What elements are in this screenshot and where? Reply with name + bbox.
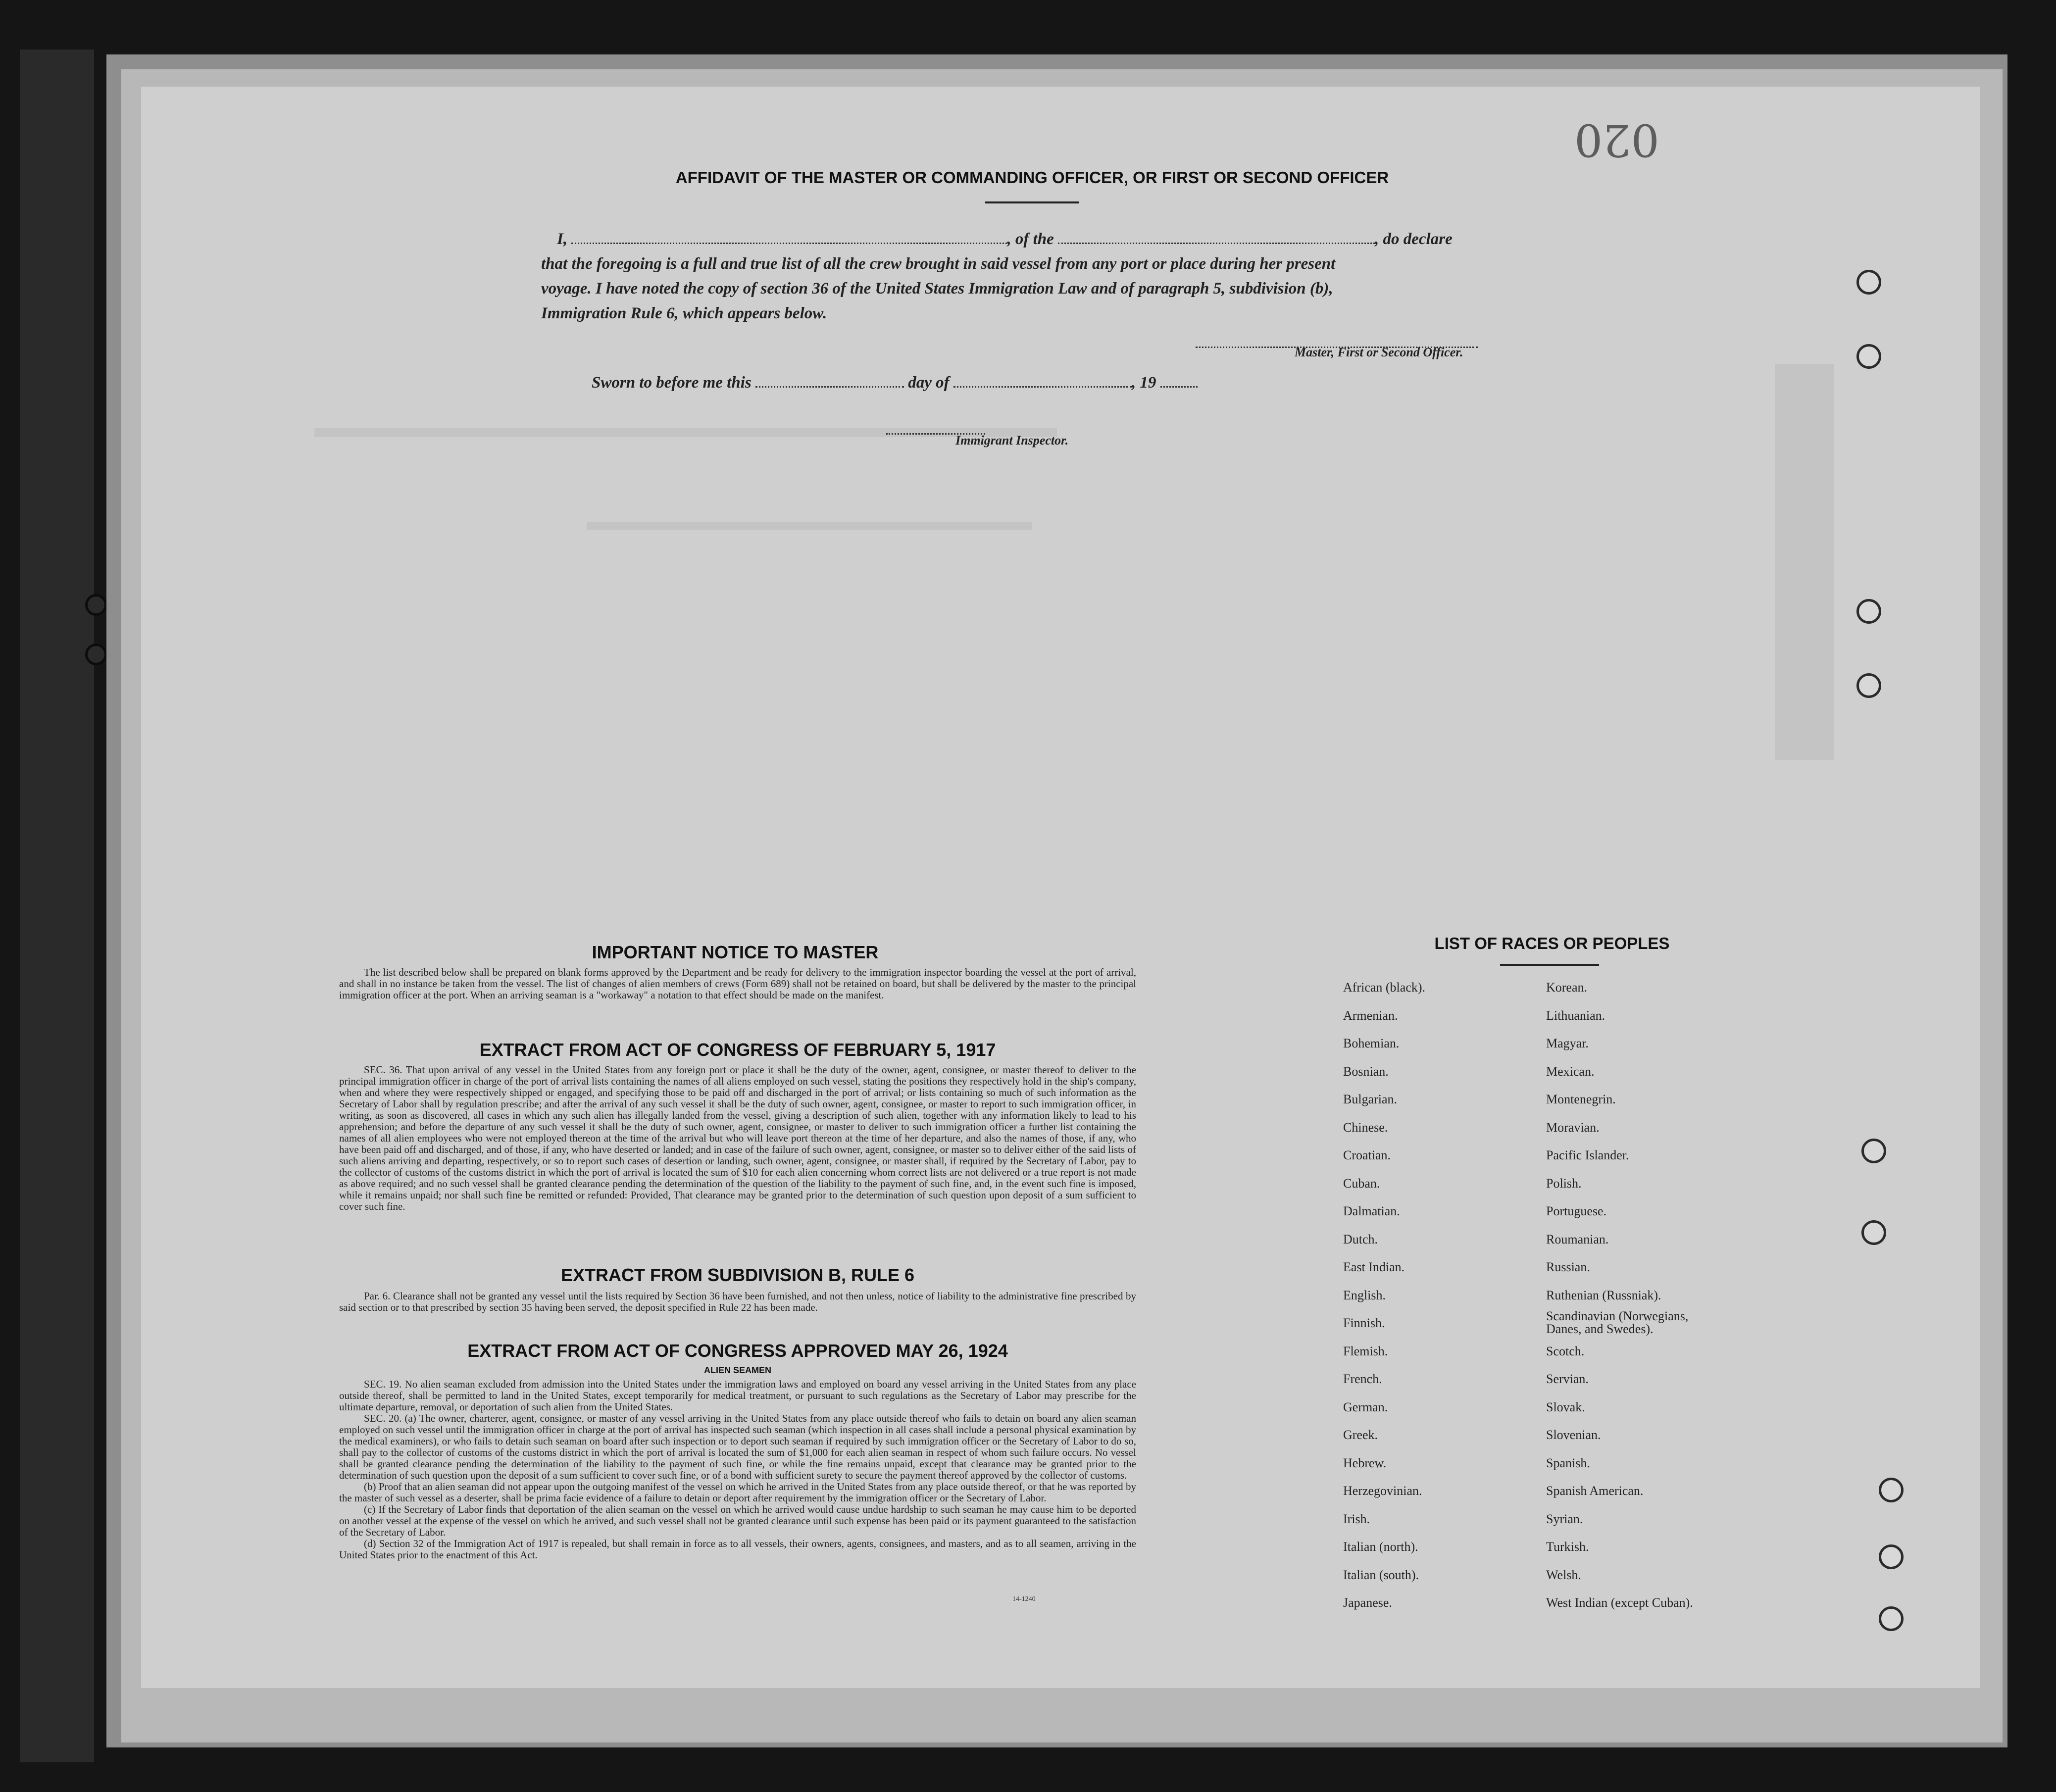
- race-item: Servian.: [1546, 1372, 1589, 1386]
- race-item: Syrian.: [1546, 1511, 1583, 1526]
- binder-strip: [20, 50, 94, 1762]
- race-item: Ruthenian (Russniak).: [1546, 1288, 1661, 1302]
- affidavit-title: AFFIDAVIT OF THE MASTER OR COMMANDING OFFICER, OR FIRST OR SECOND OFFICER: [675, 168, 1389, 187]
- race-item: Japanese.: [1343, 1595, 1392, 1610]
- race-item: Montenegrin.: [1546, 1092, 1616, 1106]
- race-item: Dutch.: [1343, 1232, 1378, 1246]
- affidavit-of: , of the: [1007, 230, 1054, 248]
- sworn-day-label: day of: [908, 374, 950, 392]
- binder-ring: [1879, 1544, 1904, 1569]
- section-36-text: SEC. 36. That upon arrival of any vessel in the United States from any foreign port or place it shall be the duty of the owner, agent, consignee, or master thereof to deliver to the principal immigration officer in charge of the port of arrival lists containing the names of all aliens employed on such vessel, stating the positions they respectively hold in the ship's company, when and where they were respectively shipped or engaged, and specifying those to be paid off and discharged in the port of arrival; or lists containing so much of such information as the Secretary of Labor shall by regulation prescribe; and after the arrival of any such vessel it shall be the duty of such owner, agent, consignee, or master to report to such immigration officer, in writing, as soon as discovered, all cases in which any such alien has illegally landed from the vessel, giving a description of such alien, together with any information likely to lead to his apprehension; and before the departure of any such vessel it shall be the duty of such owner, agent, consignee, or master to deliver to such immigration officer a further list containing the names of all alien employees who were not employed thereon at the time of the arrival but who will leave port thereon at the time of her departure, and also the names of those, if any, who have been paid off and discharged, and of those, if any, who have deserted or landed; and in case of the failure of such owner, agent, consignee, or master so to deliver either of the said lists of such aliens arriving and departing, respectively, or so to report such cases of desertion or landing, such owner, agent, consignee, or master shall, if required by the Secretary of Labor, pay to the collector of customs of the customs district in which the port of arrival is located the sum of $10 for each alien concerning whom correct lists are not delivered or a true report is not made as above required; and no such vessel shall be granted clearance pending the determination of the question of the liability to the payment of such fine, and, in the event such fine is imposed, while it remains unpaid; nor shall such fine be remitted or refunded: Provided, That clearance may be granted prior to the determination of such question upon deposit of a sum sufficient to cover such fine.: [339, 1064, 1136, 1212]
- binder-ring: [1879, 1478, 1904, 1502]
- race-item: German.: [1343, 1399, 1388, 1414]
- race-item: Bohemian.: [1343, 1036, 1400, 1050]
- binder-ring: [1861, 1220, 1886, 1245]
- race-item: West Indian (except Cuban).: [1546, 1595, 1693, 1610]
- sworn-line: [592, 374, 1334, 392]
- race-item: Flemish.: [1343, 1344, 1388, 1358]
- affidavit-declare: , do declare: [1375, 230, 1453, 248]
- race-item: Lithuanian.: [1546, 1008, 1605, 1023]
- race-item: English.: [1343, 1288, 1386, 1302]
- section-20b-text: (b) Proof that an alien seaman did not appear upon the outgoing manifest of the vessel on which he arrived in the United States from any place outside thereof, or that he was reported by the master of such vessel as a deserter, shall be prima facie evidence of a failure to detain or deport after requirement by the immigration officer or the Secretary of Labor.: [339, 1481, 1136, 1504]
- extract-1917-body: [339, 1064, 1136, 1212]
- name-field[interactable]: [571, 243, 1007, 244]
- races-title-rule: [1500, 964, 1599, 966]
- sworn-day-field[interactable]: [755, 386, 904, 388]
- section-20d-text: (d) Section 32 of the Immigration Act of 1917 is repealed, but shall remain in force as to all vessels, their owners, agents, consignees, and masters, and as to all seamen, arriving in the United States prior to the enactment of this Act.: [339, 1538, 1136, 1561]
- handwritten-page-number: 020: [1574, 114, 1659, 166]
- notice-paragraph: The list described below shall be prepared on blank forms approved by the Department and be ready for delivery to the immigration inspector boarding the vessel at the port of arrival, and shall in no instance be taken from the vessel. The list of changes of alien members of crews (Form 689) shall not be retained on board, but shall be delivered by the master to the principal immigration officer at the port. When an arriving seaman is a "workaway" a notation to that effect should be made on the manifest.: [339, 966, 1136, 1001]
- race-item: Chinese.: [1343, 1120, 1388, 1135]
- extract-rule-6-body: [339, 1291, 1136, 1313]
- race-item: Magyar.: [1546, 1036, 1589, 1050]
- race-item: Turkish.: [1546, 1540, 1589, 1554]
- race-item: Spanish American.: [1546, 1484, 1644, 1498]
- section-20a-text: SEC. 20. (a) The owner, charterer, agent, consignee, or master of any vessel arriving in the United States from any place outside thereof who fails to detain on board any alien seaman employed on such vessel until the immigration officer in charge at the port of arrival has inspected such seaman (which inspection in all cases shall include a personal physical examination by the medical examiners), or who fails to detain such seaman on board after such inspection or to deport such seaman if required by such immigration officer or the Secretary of Labor to do so, shall pay to the collector of customs of the customs district in which the port of arrival is located the sum of $1,000 for each alien seaman in respect of whom such failure occurs. No vessel shall be granted clearance pending the determination of the liability to the payment of such fine, or while the fine remains unpaid, except that clearance may be granted prior to the determination of such question upon the deposit of a sum sufficient to cover such fine, or of a bond with sufficient surety to secure the payment thereof approved by the collector of customs.: [339, 1412, 1136, 1481]
- sworn-year-label: , 19: [1131, 374, 1156, 392]
- binder-ring: [1856, 599, 1881, 624]
- race-item: East Indian.: [1343, 1260, 1405, 1274]
- sworn-year-field[interactable]: [1160, 386, 1198, 388]
- race-item: Croatian.: [1343, 1148, 1391, 1162]
- race-item: Armenian.: [1343, 1008, 1398, 1023]
- race-item: Hebrew.: [1343, 1455, 1387, 1470]
- race-item: Dalmatian.: [1343, 1204, 1400, 1218]
- race-item: Cuban.: [1343, 1176, 1380, 1191]
- race-item: Korean.: [1546, 980, 1588, 995]
- race-item: Welsh.: [1546, 1567, 1581, 1582]
- sworn-prefix: Sworn to before me this: [592, 374, 752, 392]
- race-item: Italian (south).: [1343, 1567, 1419, 1582]
- form-number: 14-1240: [1012, 1595, 1036, 1603]
- race-item: Finnish.: [1343, 1316, 1385, 1330]
- race-item: Greek.: [1343, 1428, 1378, 1442]
- paragraph-6-text: Par. 6. Clearance shall not be granted any vessel until the lists required by Section 36 have been furnished, and not then unless, notice of liability to the administrative fine prescribed by said section or to that prescribed by section 35 having been served, the deposit specified in Rule 22 has been made.: [339, 1290, 1136, 1313]
- affidavit-line-1: [557, 230, 1646, 249]
- extract-rule-6-title: EXTRACT FROM SUBDIVISION B, RULE 6: [560, 1265, 915, 1285]
- race-item: Slovak.: [1546, 1399, 1585, 1414]
- race-item: Italian (north).: [1343, 1540, 1418, 1554]
- race-item: Russian.: [1546, 1260, 1590, 1274]
- vessel-field[interactable]: [1058, 243, 1375, 244]
- race-item: African (black).: [1343, 980, 1426, 995]
- binder-hole: [85, 594, 107, 616]
- race-item: Herzegovinian.: [1343, 1484, 1422, 1498]
- affidavit-i: I,: [557, 230, 568, 248]
- binder-ring: [1879, 1606, 1904, 1631]
- master-signature-caption: Master, First or Second Officer.: [1295, 345, 1463, 359]
- race-item: Polish.: [1546, 1176, 1582, 1191]
- bleed-through: [587, 522, 1032, 530]
- race-item: French.: [1343, 1372, 1382, 1386]
- binder-ring: [1856, 270, 1881, 295]
- race-item: Bosnian.: [1343, 1064, 1389, 1079]
- notice-body: [339, 967, 1136, 1001]
- binder-ring: [1861, 1139, 1886, 1163]
- extract-1924-body: [339, 1379, 1136, 1561]
- binder-ring: [1856, 344, 1881, 369]
- binder-ring: [1856, 673, 1881, 698]
- sworn-month-field[interactable]: [953, 386, 1132, 388]
- bleed-through: [1775, 364, 1834, 760]
- race-item: Irish.: [1343, 1511, 1370, 1526]
- inspector-caption: Immigrant Inspector.: [955, 433, 1069, 448]
- race-item: Portuguese.: [1546, 1204, 1607, 1218]
- section-19-text: SEC. 19. No alien seaman excluded from admission into the United States under the immigration laws and employed on board any vessel arriving in the United States from any place outside thereof, shall be permitted to land in the United States, except temporarily for medical treatment, or pursuant to such regulations as the Secretary of Labor may prescribe for the ultimate departure, removal, or deportation of such alien from the United States.: [339, 1378, 1136, 1413]
- race-item: Scandinavian (Norwegians, Danes, and Swedes).: [1546, 1309, 1689, 1336]
- affidavit-line-3: voyage. I have noted the copy of section 36 of the United States Immigration Law and of paragraph 5, subdivision (b),: [541, 280, 1333, 298]
- race-item: Pacific Islander.: [1546, 1148, 1629, 1162]
- affidavit-line-2: that the foregoing is a full and true list of all the crew brought in said vessel from any port or place during her present: [541, 255, 1336, 273]
- extract-1924-subtitle: ALIEN SEAMEN: [703, 1365, 771, 1375]
- document-page: [141, 87, 1980, 1688]
- section-20c-text: (c) If the Secretary of Labor finds that deportation of the alien seaman on the vessel on which he arrived would cause undue hardship to such seaman he may cause him to be deported on another vessel at the expense of the vessel on which he arrived, and such vessel shall not be granted clearance until such expense has been paid or its payment guaranteed to the satisfaction of the Secretary of Labor.: [339, 1503, 1136, 1538]
- race-item: Roumanian.: [1546, 1232, 1609, 1246]
- affidavit-title-rule: [985, 201, 1079, 203]
- extract-1924-title: EXTRACT FROM ACT OF CONGRESS APPROVED MAY 26, 1924: [467, 1341, 1008, 1361]
- race-item: Moravian.: [1546, 1120, 1600, 1135]
- races-title: LIST OF RACES OR PEOPLES: [1434, 934, 1670, 952]
- extract-1917-title: EXTRACT FROM ACT OF CONGRESS OF FEBRUARY 5, 1917: [479, 1040, 996, 1060]
- binder-hole: [85, 644, 107, 665]
- race-item: Slovenian.: [1546, 1428, 1601, 1442]
- notice-title: IMPORTANT NOTICE TO MASTER: [592, 942, 879, 962]
- race-item: Bulgarian.: [1343, 1092, 1398, 1106]
- race-item: Scotch.: [1546, 1344, 1585, 1358]
- race-item: Spanish.: [1546, 1455, 1590, 1470]
- race-item: Mexican.: [1546, 1064, 1595, 1079]
- affidavit-line-4: Immigration Rule 6, which appears below.: [541, 304, 827, 322]
- bleed-through: [314, 428, 1057, 437]
